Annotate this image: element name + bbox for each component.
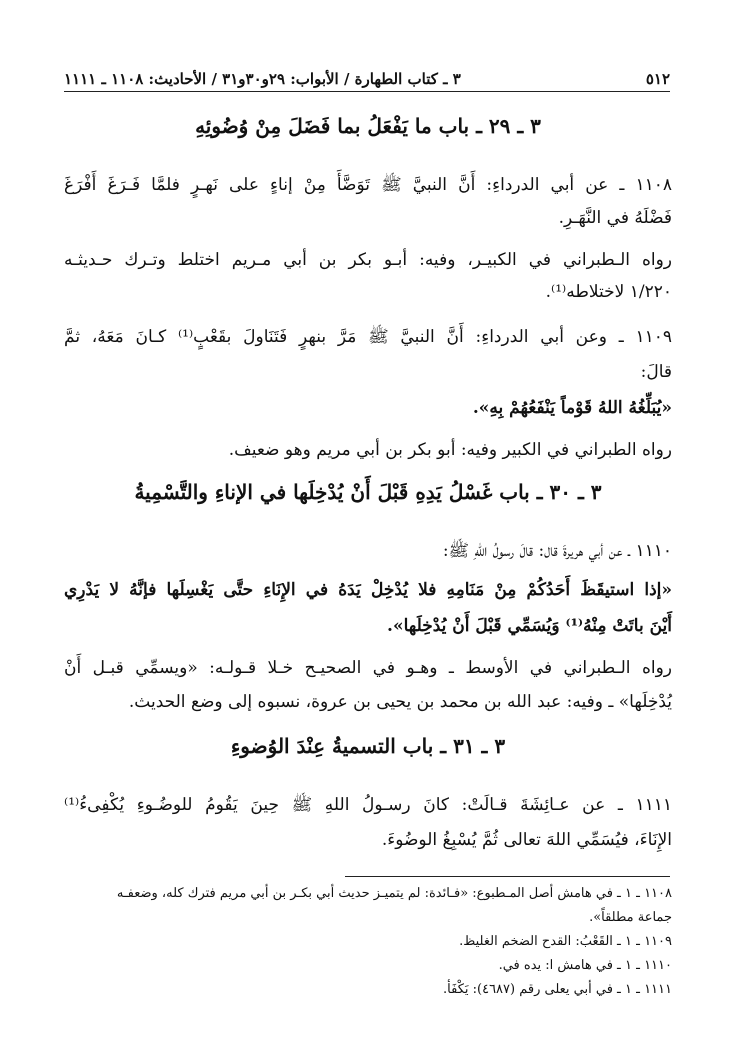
chapter-heading-30: ٣ ـ ٣٠ ـ باب غَسْلُ يَدِهِ قَبْلَ أَنْ يُدْخِلَها في الإناءِ والتَّسْمِيةُ	[134, 480, 602, 504]
footnote-1111: ١١١١ ـ ١ ـ في أبي يعلى رقم (٤٦٨٧): يَكْفَأ.	[443, 982, 672, 997]
hadith-1108-line-2: فَضْلَهُ في النَّهَـرِ.	[558, 208, 672, 228]
hadith-1109-source: رواه الطبراني في الكبير وفيه: أبو بكر بن أبي مريم وهو ضعيف.	[228, 440, 672, 460]
hadith-1109-quote: «يُبَلِّغُهُ اللهُ قَوْماً يَنْفَعُهُمْ بِهِ».	[472, 398, 672, 418]
hadith-1111-line-1: ١١١١ ـ عن عـائِشَةَ قـالَتْ: كانَ رسـولُ اللهِ ﷺ حِينَ يَقُومُ للوضُـوءِ يُكْفِىءُ⁽¹⁾	[64, 795, 672, 815]
hadith-1109-line-2: قالَ:	[640, 362, 672, 382]
hadith-1111-line-2: الإِنَاءَ، فيُسَمِّي اللهَ تعالى ثُمَّ يُسْبِغُ الوضُوءَ.	[381, 830, 672, 850]
footnote-1108-line-2: جماعة مطلقاً».	[589, 910, 672, 925]
header-divider	[64, 91, 670, 92]
hadith-1110-source-line-2: يُدْخِلَها» ـ وفيه: عبد الله بن محمد بن يحيى بن عروة، نسبوه إلى وضع الحديث.	[128, 692, 672, 712]
page-header	[64, 62, 670, 88]
running-title: ٣ ـ كتاب الطهارة / الأبواب: ٢٩و٣٠و٣١ / الأحاديث: ١١٠٨ ـ ١١١١	[64, 70, 461, 88]
footnote-1108-line-1: ١١٠٨ ـ ١ ـ في هامش أصل المـطبوع: «فـائدة: لم يتميـز حديث أبي بكـر بن أبي مريم فترك كله، وضعفـه	[116, 886, 672, 901]
hadith-1110-intro: ١١١٠ ـ عن أبي هريرةَ قال: قالَ رسولُ اللهِ ﷺ:	[442, 541, 672, 561]
chapter-heading-29: ٣ ـ ٢٩ ـ باب ما يَفْعَلُ بما فَضَلَ مِنْ وُضُوئِهِ	[195, 114, 541, 138]
hadith-1110-quote-line-1: «إذا استيقَظَ أَحَدُكُمْ مِنْ مَنَامِهِ فلا يُدْخِلْ يَدَهُ في الإِنَاءِ حتَّى يَغْسِلَها فإنَّهُ لا يَدْرِي	[64, 580, 672, 600]
hadith-1108-source-line-2: ١/٢٢٠ لاختلاطه⁽¹⁾.	[545, 282, 672, 302]
footnote-1109: ١١٠٩ ـ ١ ـ القَعْبُ: القدح الضخم الغليظ.	[459, 934, 672, 949]
footnote-divider	[345, 876, 670, 877]
page-number: ٥١٢	[645, 70, 670, 88]
hadith-1109-line-1: ١١٠٩ ـ وعن أبي الدرداءِ: أَنَّ النبيَّ ﷺ مَرَّ بنهرٍ فَتَنَاولَ بقَعْبٍ⁽¹⁾ كـانَ مَعَهُ، ثمَّ	[64, 327, 673, 347]
hadith-1108-line-1: ١١٠٨ ـ عن أبي الدرداءِ: أَنَّ النبيَّ ﷺ تَوَضَّأَ مِنْ إناءٍ على نَهـرٍ فلمَّا فَـرَغَ أَفْرَغَ	[64, 175, 672, 195]
hadith-1110-source-line-1: رواه الـطبراني في الأوسط ـ وهـو في الصحيـح خـلا قـولـه: «ويسمِّي قبـل أَنْ	[64, 658, 672, 678]
footnote-1110: ١١١٠ ـ ١ ـ في هامش ا: يده في.	[498, 958, 672, 973]
hadith-1108-source-line-1: رواه الـطبراني في الكبيـر، وفيه: أبـو بكر بن أبي مـريم اختلط وتـرك حـديثـه	[64, 250, 672, 270]
chapter-heading-31: ٣ ـ ٣١ ـ باب التسميةُ عِنْدَ الوُضوءِ	[230, 734, 506, 758]
hadith-1110-quote-line-2: أَيْنَ باتَتْ مِنْهُ⁽¹⁾ وَيُسَمِّي قَبْلَ أَنْ يُدْخِلَها».	[387, 616, 672, 636]
